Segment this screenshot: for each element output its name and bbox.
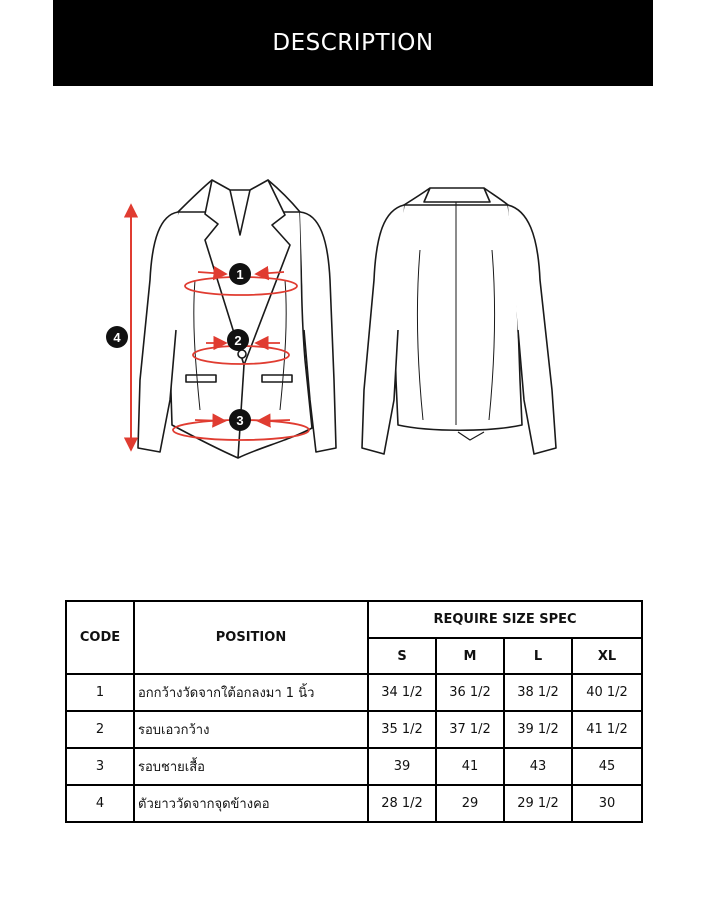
row-value-xl: 41 1/2 (572, 711, 642, 748)
row-value-s: 34 1/2 (368, 674, 436, 711)
row-position: รอบเอวกว้าง (134, 711, 368, 748)
page-title: DESCRIPTION (272, 30, 434, 56)
row-position: ตัวยาววัดจากจุดข้างคอ (134, 785, 368, 822)
row-value-xl: 45 (572, 748, 642, 785)
row-value-l: 38 1/2 (504, 674, 572, 711)
row-value-m: 37 1/2 (436, 711, 504, 748)
row-value-s: 39 (368, 748, 436, 785)
position-header: POSITION (134, 601, 368, 674)
marker-3 (229, 409, 251, 431)
table-row (66, 748, 642, 785)
size-header-xl: XL (572, 638, 642, 674)
row-value-l: 39 1/2 (504, 711, 572, 748)
row-position: รอบชายเสื้อ (134, 748, 368, 785)
row-value-l: 43 (504, 748, 572, 785)
code-header: CODE (66, 601, 134, 674)
row-value-xl: 30 (572, 785, 642, 822)
svg-text:2: 2 (234, 333, 242, 348)
row-value-xl: 40 1/2 (572, 674, 642, 711)
jacket-diagram (0, 150, 705, 480)
size-header-m: M (436, 638, 504, 674)
jacket-back-drawing (362, 188, 556, 454)
svg-text:3: 3 (236, 413, 244, 428)
svg-text:4: 4 (113, 330, 121, 345)
require-size-spec-header: REQUIRE SIZE SPEC (368, 601, 642, 638)
table-row (66, 711, 642, 748)
row-code: 2 (66, 711, 134, 748)
size-header-s: S (368, 638, 436, 674)
row-value-m: 29 (436, 785, 504, 822)
row-code: 3 (66, 748, 134, 785)
table-row (66, 674, 642, 711)
row-value-m: 36 1/2 (436, 674, 504, 711)
table-row (66, 785, 642, 822)
row-value-s: 28 1/2 (368, 785, 436, 822)
header-bar (53, 0, 653, 86)
row-code: 1 (66, 674, 134, 711)
marker-4 (106, 326, 128, 348)
size-header-l: L (504, 638, 572, 674)
row-value-m: 41 (436, 748, 504, 785)
marker-1 (229, 263, 251, 285)
svg-text:1: 1 (236, 267, 244, 282)
marker-2 (227, 329, 249, 351)
row-position: อกกว้างวัดจากใต้อกลงมา 1 นิ้ว (134, 674, 368, 711)
size-spec-table (65, 600, 643, 823)
row-value-s: 35 1/2 (368, 711, 436, 748)
row-value-l: 29 1/2 (504, 785, 572, 822)
row-code: 4 (66, 785, 134, 822)
